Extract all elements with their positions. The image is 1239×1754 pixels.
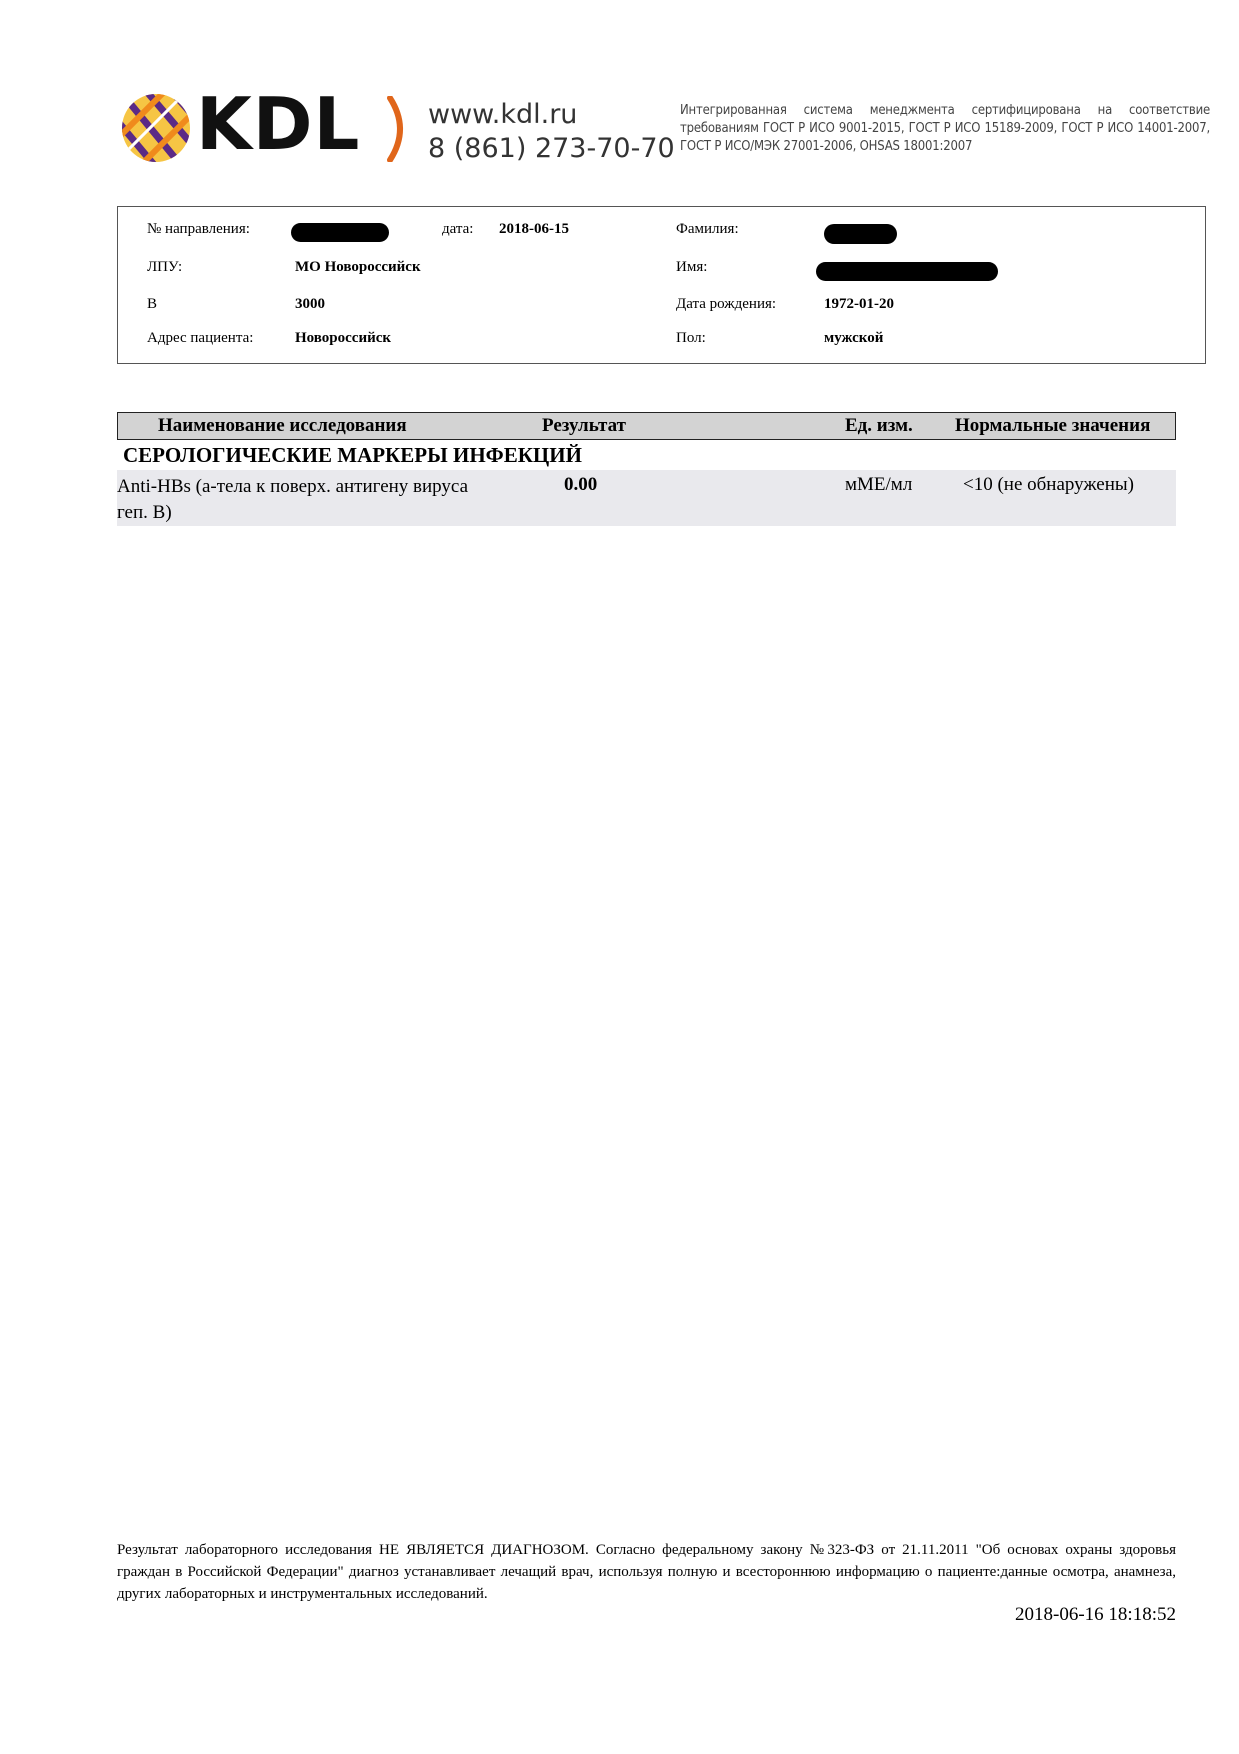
page-header [120, 82, 1210, 168]
logo-wordmark: KDL [196, 82, 361, 166]
test-result: 0.00 [564, 474, 598, 495]
results-table-header [117, 412, 1176, 440]
b-value: 3000 [295, 296, 325, 312]
lpu-value: МО Новороссийск [295, 259, 421, 275]
sex-value: мужской [824, 330, 884, 346]
sex-label: Пол: [676, 330, 706, 346]
surname-label: Фамилия: [676, 221, 739, 237]
date-label: дата: [442, 221, 474, 237]
patient-info-box [117, 206, 1206, 364]
address-value: Новороссийск [295, 330, 392, 346]
test-name: Anti-HBs (а-тела к поверх. антигену вируса геп. B) [117, 476, 469, 523]
column-header-test-name: Наименование исследования [158, 415, 407, 436]
phone-number: 8 (861) 273-70-70 [428, 133, 675, 164]
address-label: Адрес пациента: [147, 330, 254, 346]
legal-disclaimer: Результат лабораторного исследования НЕ ЯВЛЯЕТСЯ ДИАГНОЗОМ. Согласно федеральному закону №323-ФЗ от 21.11.2011 "Об основах охраны здоровья граждан в Российской Федерации" диагноз устанавливает лечащий врач, используя полную и всестороннюю информацию о пациенте:данные осмотра, анамнеза, других лабораторных и инструментальных исследований. [117, 1542, 1176, 1602]
chevron-right-icon [386, 96, 412, 162]
name-label: Имя: [676, 259, 708, 275]
column-header-result: Результат [542, 415, 626, 436]
website-link[interactable]: www.kdl.ru [428, 99, 578, 130]
print-timestamp: 2018-06-16 18:18:52 [1015, 1604, 1176, 1625]
lpu-label: ЛПУ: [147, 259, 183, 275]
column-header-reference: Нормальные значения [955, 415, 1151, 436]
test-unit: мМЕ/мл [845, 474, 913, 495]
table-row [117, 470, 1176, 526]
certification-note: Интегрированная система менеджмента сертифицирована на соответствие требованиям ГОСТ Р ИСО 9001-2015, ГОСТ Р ИСО 15189-2009, ГОСТ Р ИСО 14001-2007, ГОСТ Р ИСО/МЭК 27001-2006, OHSAS 18001:2007 [680, 103, 1210, 154]
test-reference-range: <10 (не обнаружены) [963, 474, 1134, 495]
section-title: СЕРОЛОГИЧЕСКИЕ МАРКЕРЫ ИНФЕКЦИЙ [123, 443, 582, 467]
redacted-name [816, 262, 998, 281]
b-label: В [147, 296, 158, 312]
birth-date-label: Дата рождения: [676, 296, 777, 312]
redacted-referral-number [291, 223, 389, 242]
referral-label: № направления: [147, 221, 250, 237]
date-value: 2018-06-15 [499, 221, 569, 237]
birth-date-value: 1972-01-20 [824, 296, 894, 312]
kdl-logo-icon [120, 92, 192, 164]
redacted-surname [824, 224, 897, 244]
column-header-unit: Ед. изм. [845, 415, 913, 436]
contact-block [428, 98, 675, 166]
